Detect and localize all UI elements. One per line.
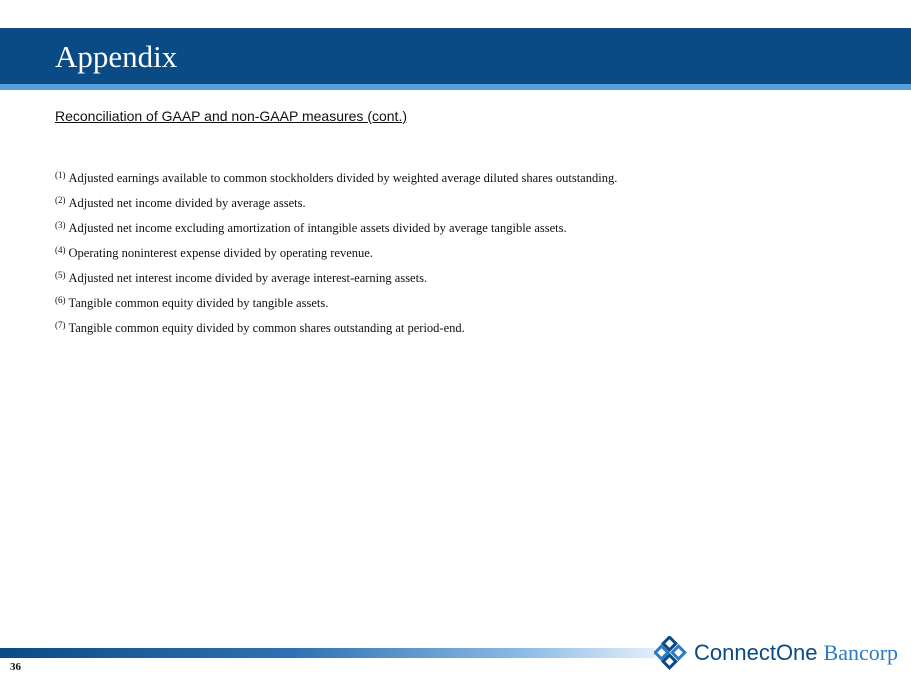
logo-bancorp-text: Bancorp <box>823 640 899 665</box>
footnote-marker: (1) <box>55 170 66 180</box>
logo-wordmark <box>694 636 898 670</box>
footnote-list <box>55 164 875 339</box>
footnote-item <box>55 239 875 264</box>
footnote-marker: (4) <box>55 245 66 255</box>
footer-gradient-band <box>0 648 655 658</box>
footnote-marker: (7) <box>55 320 66 330</box>
footnote-item <box>55 289 875 314</box>
footnote-text: Tangible common equity divided by common shares outstanding at period-end. <box>68 321 465 335</box>
section-subtitle: Reconciliation of GAAP and non-GAAP measures (cont.) <box>55 108 407 124</box>
footnote-item <box>55 314 875 339</box>
footnote-marker: (2) <box>55 195 66 205</box>
interlocking-diamonds-icon <box>654 636 688 670</box>
footnote-item <box>55 189 875 214</box>
footnote-text: Adjusted earnings available to common stockholders divided by weighted average diluted shares outstanding. <box>68 171 618 185</box>
footnote-text: Operating noninterest expense divided by operating revenue. <box>68 246 373 260</box>
header-accent-stripe <box>0 84 911 90</box>
footnote-text: Adjusted net income divided by average assets. <box>68 196 306 210</box>
footnote-text: Tangible common equity divided by tangible assets. <box>68 296 329 310</box>
page-title: Appendix <box>55 39 178 74</box>
footnote-text: Adjusted net interest income divided by average interest-earning assets. <box>68 271 428 285</box>
page-number: 36 <box>10 661 21 673</box>
footnote-marker: (5) <box>55 270 66 280</box>
footnote-item <box>55 264 875 289</box>
footnote-item <box>55 214 875 239</box>
footnote-item <box>55 164 875 189</box>
footnote-text: Adjusted net income excluding amortization of intangible assets divided by average tangible assets. <box>68 221 567 235</box>
logo-connect-text: ConnectOne <box>694 640 818 665</box>
footnote-marker: (3) <box>55 220 66 230</box>
footnote-marker: (6) <box>55 295 66 305</box>
company-logo <box>654 636 898 670</box>
